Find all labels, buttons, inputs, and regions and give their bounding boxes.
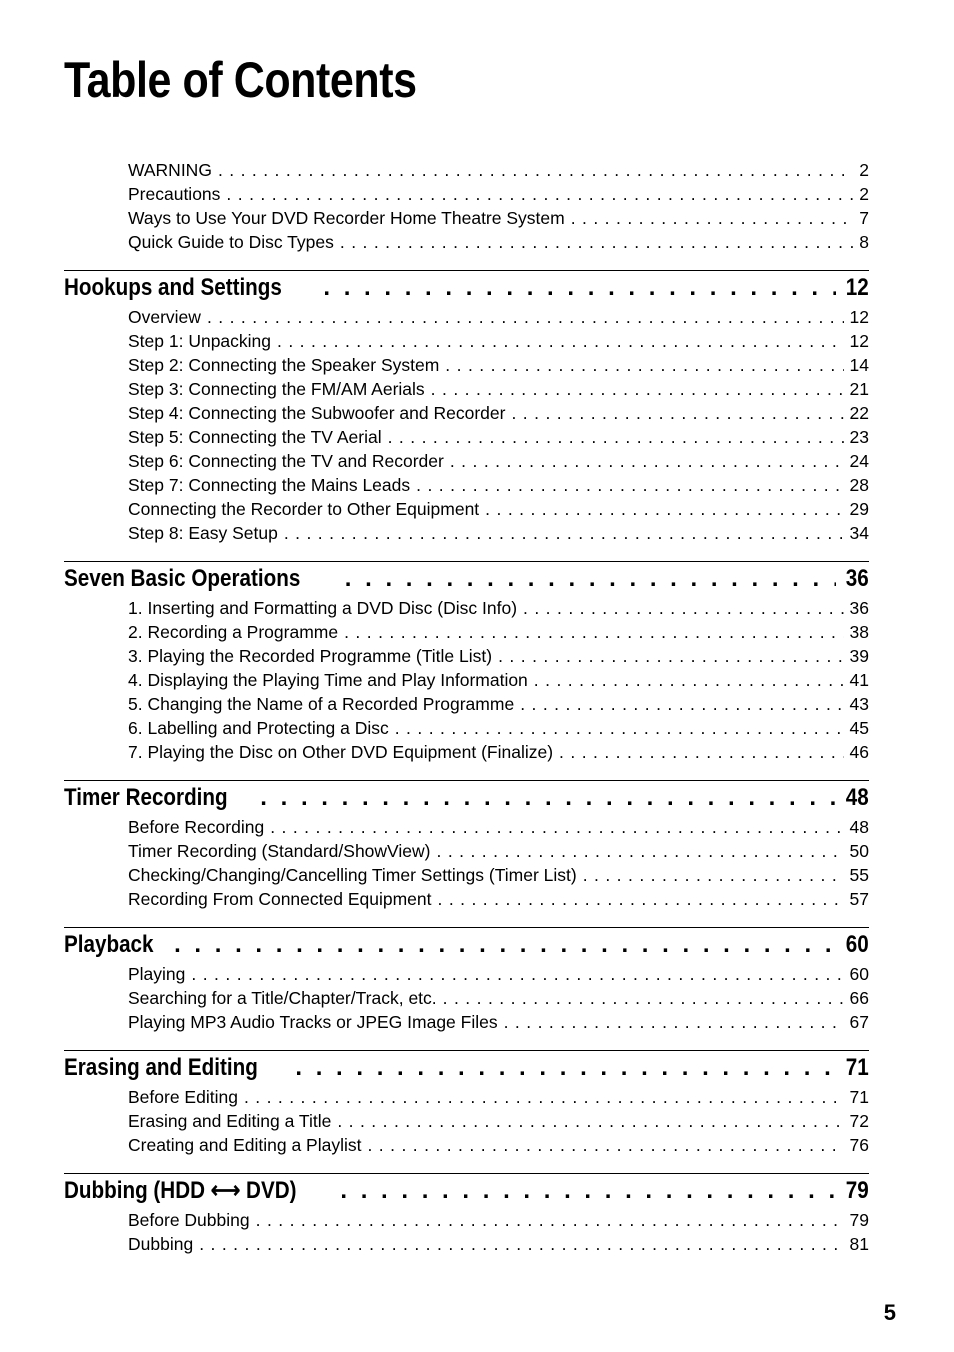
toc-entry-page: 45 [849,718,869,738]
toc-entry[interactable] [64,962,869,986]
section-heading-page: 12 [846,274,869,301]
toc-entry[interactable] [64,377,869,401]
toc-section [64,1050,869,1157]
toc-entry-title: Step 1: Unpacking [128,331,272,351]
toc-entry-page: 38 [849,622,869,642]
section-heading-title: Seven Basic Operations [64,565,301,592]
toc-entry[interactable] [64,887,869,911]
toc-entry-page: 2 [859,160,869,180]
toc-entry[interactable] [64,1010,869,1034]
toc-entry-page: 12 [849,331,869,351]
toc-entry-title: 3. Playing the Recorded Programme (Title List) [128,646,493,666]
toc-entry[interactable] [64,863,869,887]
toc-entry-title: 5. Changing the Name of a Recorded Programme [128,694,515,714]
toc-entry-page: 2 [859,184,869,204]
toc-entry-page: 24 [849,451,869,471]
toc-entry-title: 7. Playing the Disc on Other DVD Equipment (Finalize) [128,742,554,762]
section-heading-title: Playback [64,931,154,958]
table-of-contents [64,158,869,1256]
dot-leader [450,449,844,473]
toc-section [64,270,869,545]
toc-entry-title: 6. Labelling and Protecting a Disc [128,718,389,738]
toc-entry-title: Step 4: Connecting the Subwoofer and Recorder [128,403,506,423]
toc-entry[interactable] [64,596,869,620]
toc-entry-page: 41 [849,670,869,690]
dot-leader [284,521,844,545]
toc-entry-page: 48 [849,817,869,837]
toc-entry-page: 67 [849,1012,869,1032]
toc-entry[interactable] [64,644,869,668]
toc-entry[interactable] [64,521,869,545]
section-heading-page: 36 [846,565,869,592]
toc-entry[interactable] [64,353,869,377]
toc-section [64,561,869,764]
dot-leader [534,668,844,692]
toc-entry-title: Before Dubbing [128,1210,250,1230]
toc-entry-page: 12 [849,307,869,327]
toc-entry-page: 22 [849,403,869,423]
toc-entry[interactable] [64,620,869,644]
toc-entry-page: 81 [849,1234,869,1254]
section-heading[interactable] [64,927,869,962]
toc-entry-page: 14 [849,355,869,375]
toc-entry-title: Connecting the Recorder to Other Equipment [128,499,480,519]
toc-entry-page: 71 [849,1087,869,1107]
dot-leader [340,1174,836,1208]
dot-leader [226,182,853,206]
section-heading-page: 71 [846,1054,869,1081]
toc-entry[interactable] [64,449,869,473]
dot-leader [270,815,843,839]
toc-entry[interactable] [64,839,869,863]
toc-entry-title: Erasing and Editing a Title [128,1111,332,1131]
section-heading[interactable] [64,1173,869,1208]
dot-leader [511,401,843,425]
toc-entry-page: 57 [849,889,869,909]
toc-entry[interactable] [64,692,869,716]
toc-entry-title: 4. Displaying the Playing Time and Play Information [128,670,528,690]
dot-leader [520,692,843,716]
toc-section [64,780,869,911]
dot-leader [443,986,844,1010]
section-heading[interactable] [64,270,869,305]
section-heading[interactable] [64,561,869,596]
toc-entry-title: WARNING [128,160,212,180]
toc-entry-title: Step 7: Connecting the Mains Leads [128,475,411,495]
toc-entry-page: 66 [849,988,869,1008]
dot-leader [571,206,854,230]
section-heading[interactable] [64,780,869,815]
dot-leader [395,716,844,740]
toc-entry-title: Quick Guide to Disc Types [128,232,334,252]
toc-entry[interactable] [64,230,869,254]
toc-entry-page: 29 [849,499,869,519]
toc-entry[interactable] [64,425,869,449]
toc-entry-title: Step 3: Connecting the FM/AM Aerials [128,379,425,399]
toc-section [64,1173,869,1256]
toc-entry-title: Overview [128,307,201,327]
toc-entry[interactable] [64,668,869,692]
section-heading-page: 79 [846,1177,869,1204]
toc-entry-title: Before Editing [128,1087,238,1107]
dot-leader [218,158,853,182]
toc-entry-page: 21 [849,379,869,399]
section-heading[interactable] [64,1050,869,1085]
dot-leader [523,596,844,620]
section-heading-page: 48 [846,784,869,811]
toc-entry-title: Checking/Changing/Cancelling Timer Settings (Timer List) [128,865,577,885]
toc-entry-title: Dubbing [128,1234,194,1254]
section-heading-title: Hookups and Settings [64,274,282,301]
dot-leader [504,1010,844,1034]
dot-leader [445,353,843,377]
dot-leader [260,781,836,815]
toc-entry[interactable] [64,815,869,839]
toc-entry[interactable] [64,740,869,764]
toc-entry[interactable] [64,1085,869,1109]
section-heading-page: 60 [846,931,869,958]
dot-leader [174,928,836,962]
toc-entry-title: Step 8: Easy Setup [128,523,278,543]
toc-entry-page: 76 [849,1135,869,1155]
toc-entry-title: 1. Inserting and Formatting a DVD Disc (Disc Info) [128,598,518,618]
toc-entry-title: Step 5: Connecting the TV Aerial [128,427,382,447]
toc-entry[interactable] [64,473,869,497]
dot-leader [437,839,844,863]
dot-leader [207,305,844,329]
toc-entry-page: 55 [849,865,869,885]
toc-entry-title: Playing [128,964,186,984]
toc-entry[interactable] [64,1208,869,1232]
toc-entry[interactable] [64,497,869,521]
dot-leader [345,562,837,596]
toc-entry-page: 39 [849,646,869,666]
section-heading-title: Erasing and Editing [64,1054,258,1081]
toc-entry-title: Step 2: Connecting the Speaker System [128,355,440,375]
toc-entry-page: 36 [849,598,869,618]
dot-leader [244,1085,844,1109]
toc-entry-page: 34 [849,523,869,543]
section-heading-title: Dubbing (HDD ⟷ DVD) [64,1177,297,1204]
dot-leader [256,1208,844,1232]
toc-entry-page: 60 [849,964,869,984]
toc-entry-title: Step 6: Connecting the TV and Recorder [128,451,444,471]
dot-leader [344,620,843,644]
toc-entry-page: 46 [849,742,869,762]
toc-entry[interactable] [64,305,869,329]
dot-leader [498,644,843,668]
dot-leader [340,230,853,254]
toc-entry-page: 8 [859,232,869,252]
toc-entry-title: Timer Recording (Standard/ShowView) [128,841,431,861]
toc-entry-page: 7 [859,208,869,228]
toc-entry-title: Creating and Editing a Playlist [128,1135,362,1155]
dot-leader [277,329,844,353]
toc-entry[interactable] [64,1109,869,1133]
toc-entry-title: Before Recording [128,817,265,837]
dot-leader [367,1133,843,1157]
page-title: Table of Contents [64,52,417,108]
toc-entry-page: 23 [849,427,869,447]
dot-leader [431,377,844,401]
toc-entry-page: 28 [849,475,869,495]
toc-entry[interactable] [64,206,869,230]
toc-entry-page: 79 [849,1210,869,1230]
section-heading-title: Timer Recording [64,784,228,811]
dot-leader [337,1109,843,1133]
toc-entry-title: Precautions [128,184,221,204]
toc-entry[interactable] [64,182,869,206]
toc-entry-title: Ways to Use Your DVD Recorder Home Theatre System [128,208,565,228]
toc-entry-page: 50 [849,841,869,861]
toc-entry[interactable] [64,986,869,1010]
dot-leader [438,887,844,911]
dot-leader [388,425,844,449]
dot-leader [191,962,843,986]
dot-leader [323,271,836,305]
toc-entry-title: Searching for a Title/Chapter/Track, etc. [128,988,437,1008]
dot-leader [295,1051,836,1085]
toc-entry[interactable] [64,401,869,425]
toc-section [64,927,869,1034]
page-number: 5 [883,1300,896,1325]
toc-entry[interactable] [64,1232,869,1256]
dot-leader [416,473,843,497]
toc-entry[interactable] [64,329,869,353]
toc-entry-title: Recording From Connected Equipment [128,889,432,909]
toc-entry-title: Playing MP3 Audio Tracks or JPEG Image Files [128,1012,498,1032]
toc-entry-page: 72 [849,1111,869,1131]
toc-entry[interactable] [64,1133,869,1157]
dot-leader [199,1232,843,1256]
dot-leader [485,497,843,521]
toc-entry-page: 43 [849,694,869,714]
toc-entry[interactable] [64,158,869,182]
toc-entry-title: 2. Recording a Programme [128,622,339,642]
toc-entry[interactable] [64,716,869,740]
dot-leader [559,740,843,764]
dot-leader [583,863,844,887]
